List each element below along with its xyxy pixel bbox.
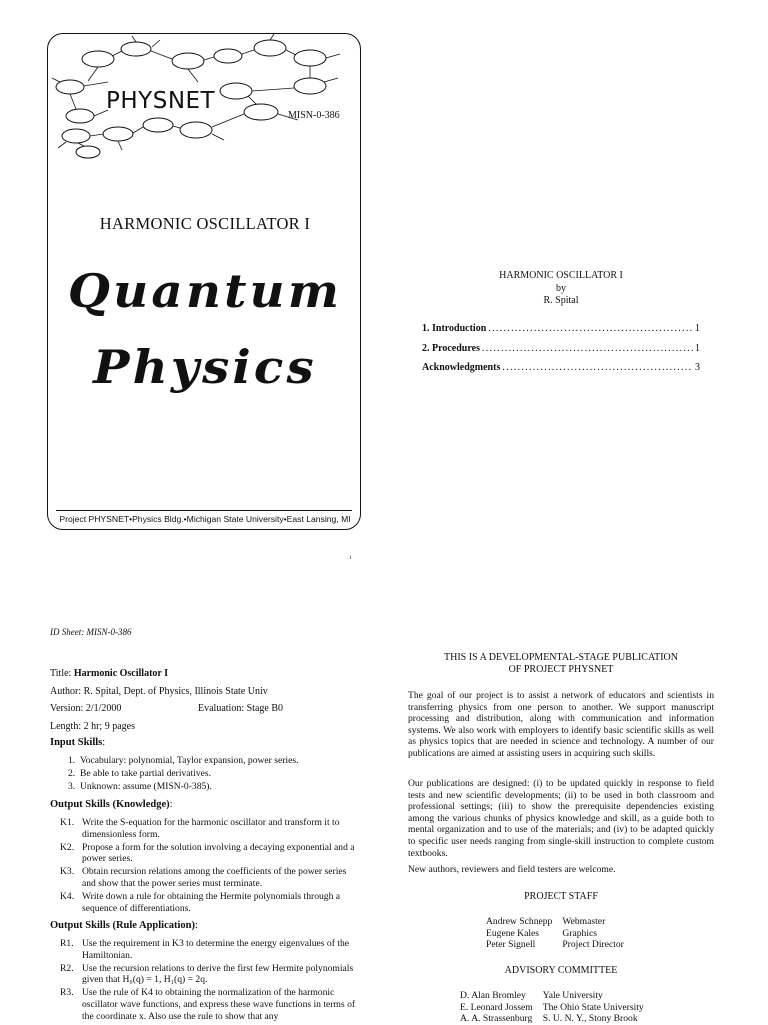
publication-notice-heading xyxy=(408,652,714,676)
list-marker: K1. xyxy=(60,817,75,828)
physnet-logo-text: PHYSNET xyxy=(106,88,216,114)
toc-leader-dots xyxy=(482,343,693,354)
advisor-name: D. Alan Bromley xyxy=(460,990,526,1001)
list-item xyxy=(50,866,362,889)
staff-name: Eugene Kales xyxy=(486,927,540,939)
input-skills-list xyxy=(50,755,362,794)
list-marker: 3. xyxy=(68,781,76,793)
list-marker: R3. xyxy=(60,987,74,999)
output-knowledge-heading-text: Output Skills (Knowledge) xyxy=(50,799,170,810)
list-item xyxy=(50,891,362,914)
list-item-text: Use the recursion relations to derive the first few Hermite polynomials given that H₀(q) = 1, H₁(q) = 2q. xyxy=(82,962,354,986)
staff-name: Andrew Schnepp xyxy=(486,916,553,927)
output-knowledge-list xyxy=(50,817,362,916)
advisor-affiliation: Yale University xyxy=(542,990,603,1001)
list-marker: K2. xyxy=(60,841,75,853)
notice-heading-line-2: OF PROJECT PHYSNET xyxy=(508,664,614,675)
toc-heading xyxy=(420,270,702,308)
cover-card xyxy=(47,33,361,530)
staff-name: Peter Signell xyxy=(486,939,536,951)
project-staff-heading: PROJECT STAFF xyxy=(524,891,598,902)
toc-item-label: Acknowledgments xyxy=(422,362,501,373)
output-knowledge-heading: Output Skills (Knowledge): xyxy=(50,799,173,810)
output-rule-heading-text: Output Skills (Rule Application) xyxy=(50,920,195,931)
cover-word-physics: Physics xyxy=(93,340,317,394)
toc-leader-dots xyxy=(488,323,693,334)
list-item-text: Be able to take partial derivatives. xyxy=(80,768,212,780)
output-rule-list xyxy=(50,938,362,1024)
list-item xyxy=(50,755,362,767)
id-length-line: Length: 2 hr; 9 pages xyxy=(50,721,135,732)
output-rule-heading: Output Skills (Rule Application): xyxy=(50,920,198,931)
list-item xyxy=(50,987,362,1022)
toc-item-label: 2. Procedures xyxy=(422,343,480,354)
id-sheet-heading: ID Sheet: MISN-0-386 xyxy=(50,627,132,637)
list-marker: K4. xyxy=(60,891,75,903)
notice-paragraph-goal: The goal of our project is to assist a network of educators and scientists in transferring physics from one person to another. We support manuscript processing and distribution, along with communication and information systems. We also work with employers to identify basic scientific skills as well as physics topics that are needed in science and technology. A number of our publications are aimed at assisting users in acquiring such skills. xyxy=(408,690,714,759)
list-item xyxy=(50,817,362,840)
list-marker: 1. xyxy=(68,755,76,766)
toc-item[interactable] xyxy=(422,323,700,334)
input-skills-heading: Input Skills: xyxy=(50,737,106,748)
notice-paragraph-welcome: New authors, reviewers and field testers are welcome. xyxy=(408,864,616,875)
cover-word-quantum: Quantum xyxy=(67,264,343,318)
staff-role: Webmaster xyxy=(562,916,606,927)
toc-author: R. Spital xyxy=(543,295,579,306)
list-item xyxy=(50,938,362,961)
list-item xyxy=(50,842,362,865)
notice-heading-line-1: THIS IS A DEVELOPMENTAL-STAGE PUBLICATION xyxy=(444,652,678,663)
staff-role: Graphics xyxy=(562,927,597,939)
cover-footer-address: Project PHYSNET•Physics Bldg.•Michigan State University•East Lansing, MI xyxy=(59,514,351,524)
id-evaluation-line: Evaluation: Stage B0 xyxy=(198,703,283,714)
list-item xyxy=(50,768,362,780)
list-item-text: Unknown: assume (MISN-0-385). xyxy=(80,781,212,793)
title-label: Title: xyxy=(50,668,74,679)
id-title-line xyxy=(50,668,168,679)
advisor-name: E. Leonard Jossem xyxy=(460,1001,533,1013)
toc-leader-dots xyxy=(502,362,693,373)
toc-item-page: 1 xyxy=(695,323,700,334)
toc-item-page: 1 xyxy=(695,343,700,354)
staff-role: Project Director xyxy=(562,939,624,951)
id-version-line: Version: 2/1/2000 xyxy=(50,703,122,714)
project-staff-list xyxy=(486,916,624,951)
advisor-affiliation: The Ohio State University xyxy=(542,1001,644,1013)
list-item-text: Use the requirement in K3 to determine the energy eigenvalues of the Hamiltonian. xyxy=(82,938,350,961)
list-item-text: Write down a rule for obtaining the Hermite polynomials through a sequence of differentiations. xyxy=(82,891,341,914)
advisor-affiliation: S. U. N. Y., Stony Brook xyxy=(542,1013,638,1025)
list-marker: 2. xyxy=(68,768,76,780)
misn-number: MISN-0-386 xyxy=(288,110,340,121)
advisory-committee-heading: ADVISORY COMMITTEE xyxy=(504,965,618,976)
list-item xyxy=(50,963,362,986)
list-item-text: Use the rule of K4 to obtaining the normalization of the harmonic oscillator wave functions, and express these wave functions in terms of the coordinate x. Also use the rule to show that any xyxy=(82,987,356,1022)
footer-divider xyxy=(56,510,352,511)
list-marker: R2. xyxy=(60,962,74,974)
list-marker: K3. xyxy=(60,866,75,878)
page-number: 1 xyxy=(349,556,352,561)
list-item-text: Obtain recursion relations among the coefficients of the power series and show that the power series must terminate. xyxy=(82,866,347,889)
toc-by: by xyxy=(556,282,566,294)
input-skills-heading-text: Input Skills xyxy=(50,737,103,748)
list-item xyxy=(50,781,362,793)
toc-item-label: 1. Introduction xyxy=(422,323,487,334)
advisor-name: A. A. Strassenburg xyxy=(460,1013,533,1025)
list-item-text: Write the S-equation for the harmonic oscillator and transform it to dimensionless form. xyxy=(82,817,340,840)
advisory-committee-list xyxy=(460,990,644,1025)
list-item-text: Propose a form for the solution involving a decaying exponential and a power series. xyxy=(82,841,355,865)
toc-item[interactable] xyxy=(422,362,700,373)
toc-item-page: 3 xyxy=(695,362,700,373)
toc-item[interactable] xyxy=(422,343,700,354)
title-value: Harmonic Oscillator I xyxy=(73,668,169,679)
id-author-line: Author: R. Spital, Dept. of Physics, Illinois State Univ xyxy=(50,686,268,697)
toc-title: HARMONIC OSCILLATOR I xyxy=(499,270,623,281)
list-item-text: Vocabulary: polynomial, Taylor expansion, power series. xyxy=(80,755,299,766)
notice-paragraph-design: Our publications are designed: (i) to be updated quickly in response to field tests and new scientific developments; (ii) to be used in both classroom and professional settings; (iii) to show the prerequisite dependencies existing among the various chunks of physics knowledge and skill, as a guide both to mental organization and to use of the materials; and (iv) to be adapted quickly to specific user needs ranging from single-skill instruction to complete custom textbooks. xyxy=(408,778,714,859)
cover-title: HARMONIC OSCILLATOR I xyxy=(99,214,311,233)
list-marker: R1. xyxy=(60,938,74,949)
